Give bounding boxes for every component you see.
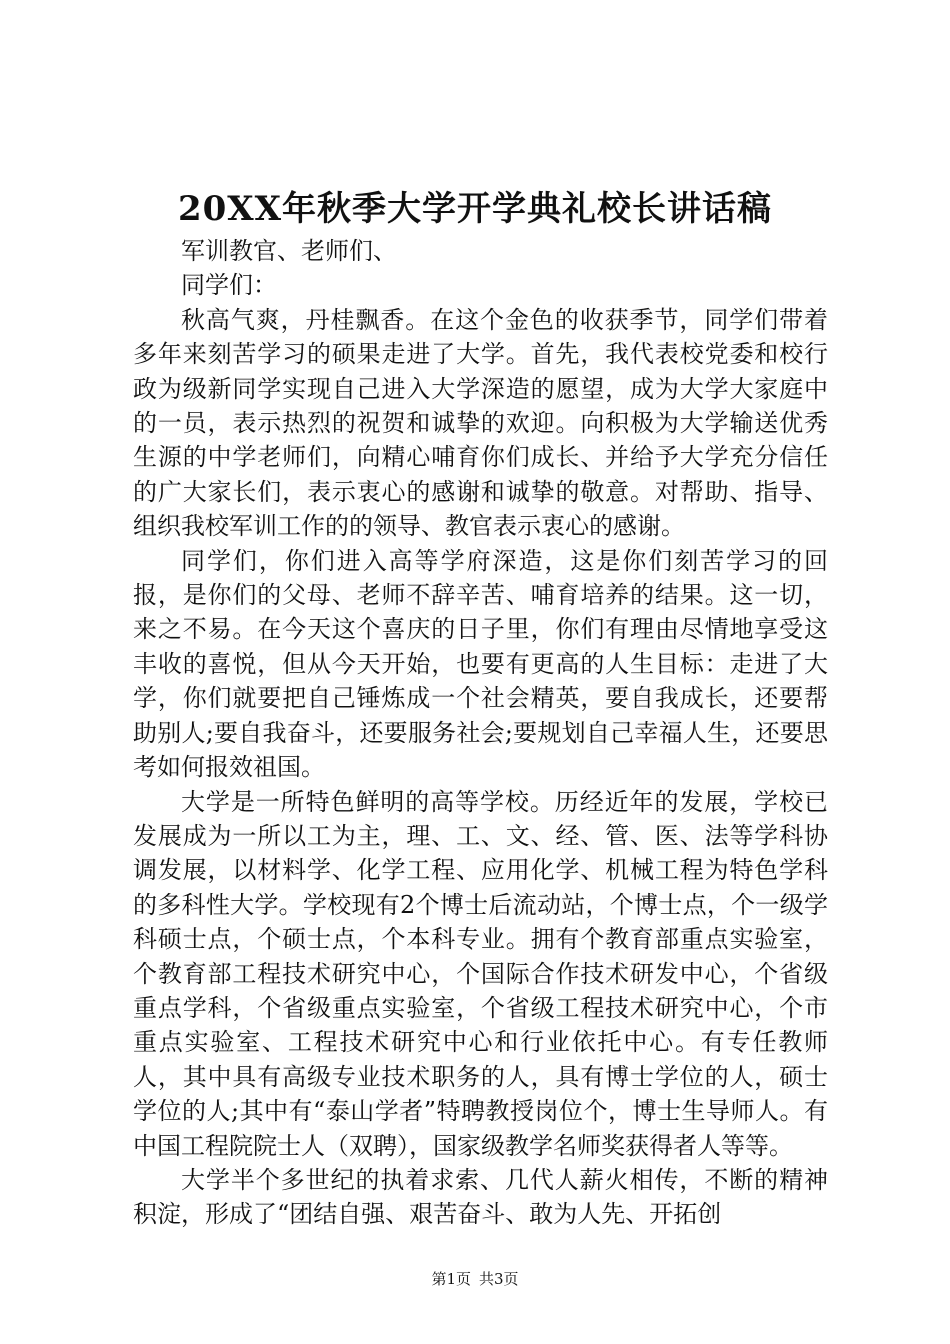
salutation-line: 军训教官、老师们、 [181, 237, 397, 265]
page-total: 共3页 [479, 1270, 519, 1288]
paragraph: 同学们，你们进入高等学府深造，这是你们刻苦学习的回报，是你们的父母、老师不辞辛苦、哺育培养的结果。这一切，来之不易。在今天这个喜庆的日子里，你们有理由尽情地享受这丰收的喜悦，但从今天开始，也要有更高的人生目标：走进了大学，你们就要把自己锤炼成一个社会精英，要自我成长，还要帮助别人;要自我奋斗，还要服务社会;要规划自己幸福人生，还要思考如何报效祖国。 [133, 546, 828, 782]
document-body [133, 234, 828, 1232]
paragraph: 大学半个多世纪的执着求索、几代人薪火相传，不断的精神积淀，形成了“团结自强、艰苦奋斗、敢为人先、开拓创 [133, 1165, 828, 1229]
paragraph: 秋高气爽，丹桂飘香。在这个金色的收获季节，同学们带着多年来刻苦学习的硕果走进了大学。首先，我代表校党委和校行政为级新同学实现自己进入大学深造的愿望，成为大学大家庭中的一员，表示热烈的祝贺和诚挚的欢迎。向积极为大学输送优秀生源的中学老师们，向精心哺育你们成长、并给予大学充分信任的广大家长们，表示衷心的感谢和诚挚的敬意。对帮助、指导、组织我校军训工作的的领导、教官表示衷心的感谢。 [133, 305, 828, 541]
document-title: 20XX年秋季大学开学典礼校长讲话稿 [177, 189, 773, 229]
page-number: 第1页 [431, 1270, 471, 1288]
page-footer [0, 1267, 950, 1291]
salutation-line: 同学们： [181, 271, 277, 300]
paragraph: 大学是一所特色鲜明的高等学校。历经近年的发展，学校已发展成为一所以工为主，理、工、文、经、管、医、法等学科协调发展，以材料学、化学工程、应用化学、机械工程为特色学科的多科性大学。学校现有2个博士后流动站，个博士点，个一级学科硕士点，个硕士点，个本科专业。拥有个教育部重点实验室，个教育部工程技术研究中心，个国际合作技术研发中心，个省级重点学科，个省级重点实验室，个省级工程技术研究中心，个市重点实验室、工程技术研究中心和行业依托中心。有专任教师人，其中具有高级专业技术职务的人，具有博士学位的人，硕士学位的人;其中有“泰山学者”特聘教授岗位个，博士生导师人。有中国工程院院士人（双聘），国家级教学名师奖获得者人等等。 [133, 787, 828, 1160]
